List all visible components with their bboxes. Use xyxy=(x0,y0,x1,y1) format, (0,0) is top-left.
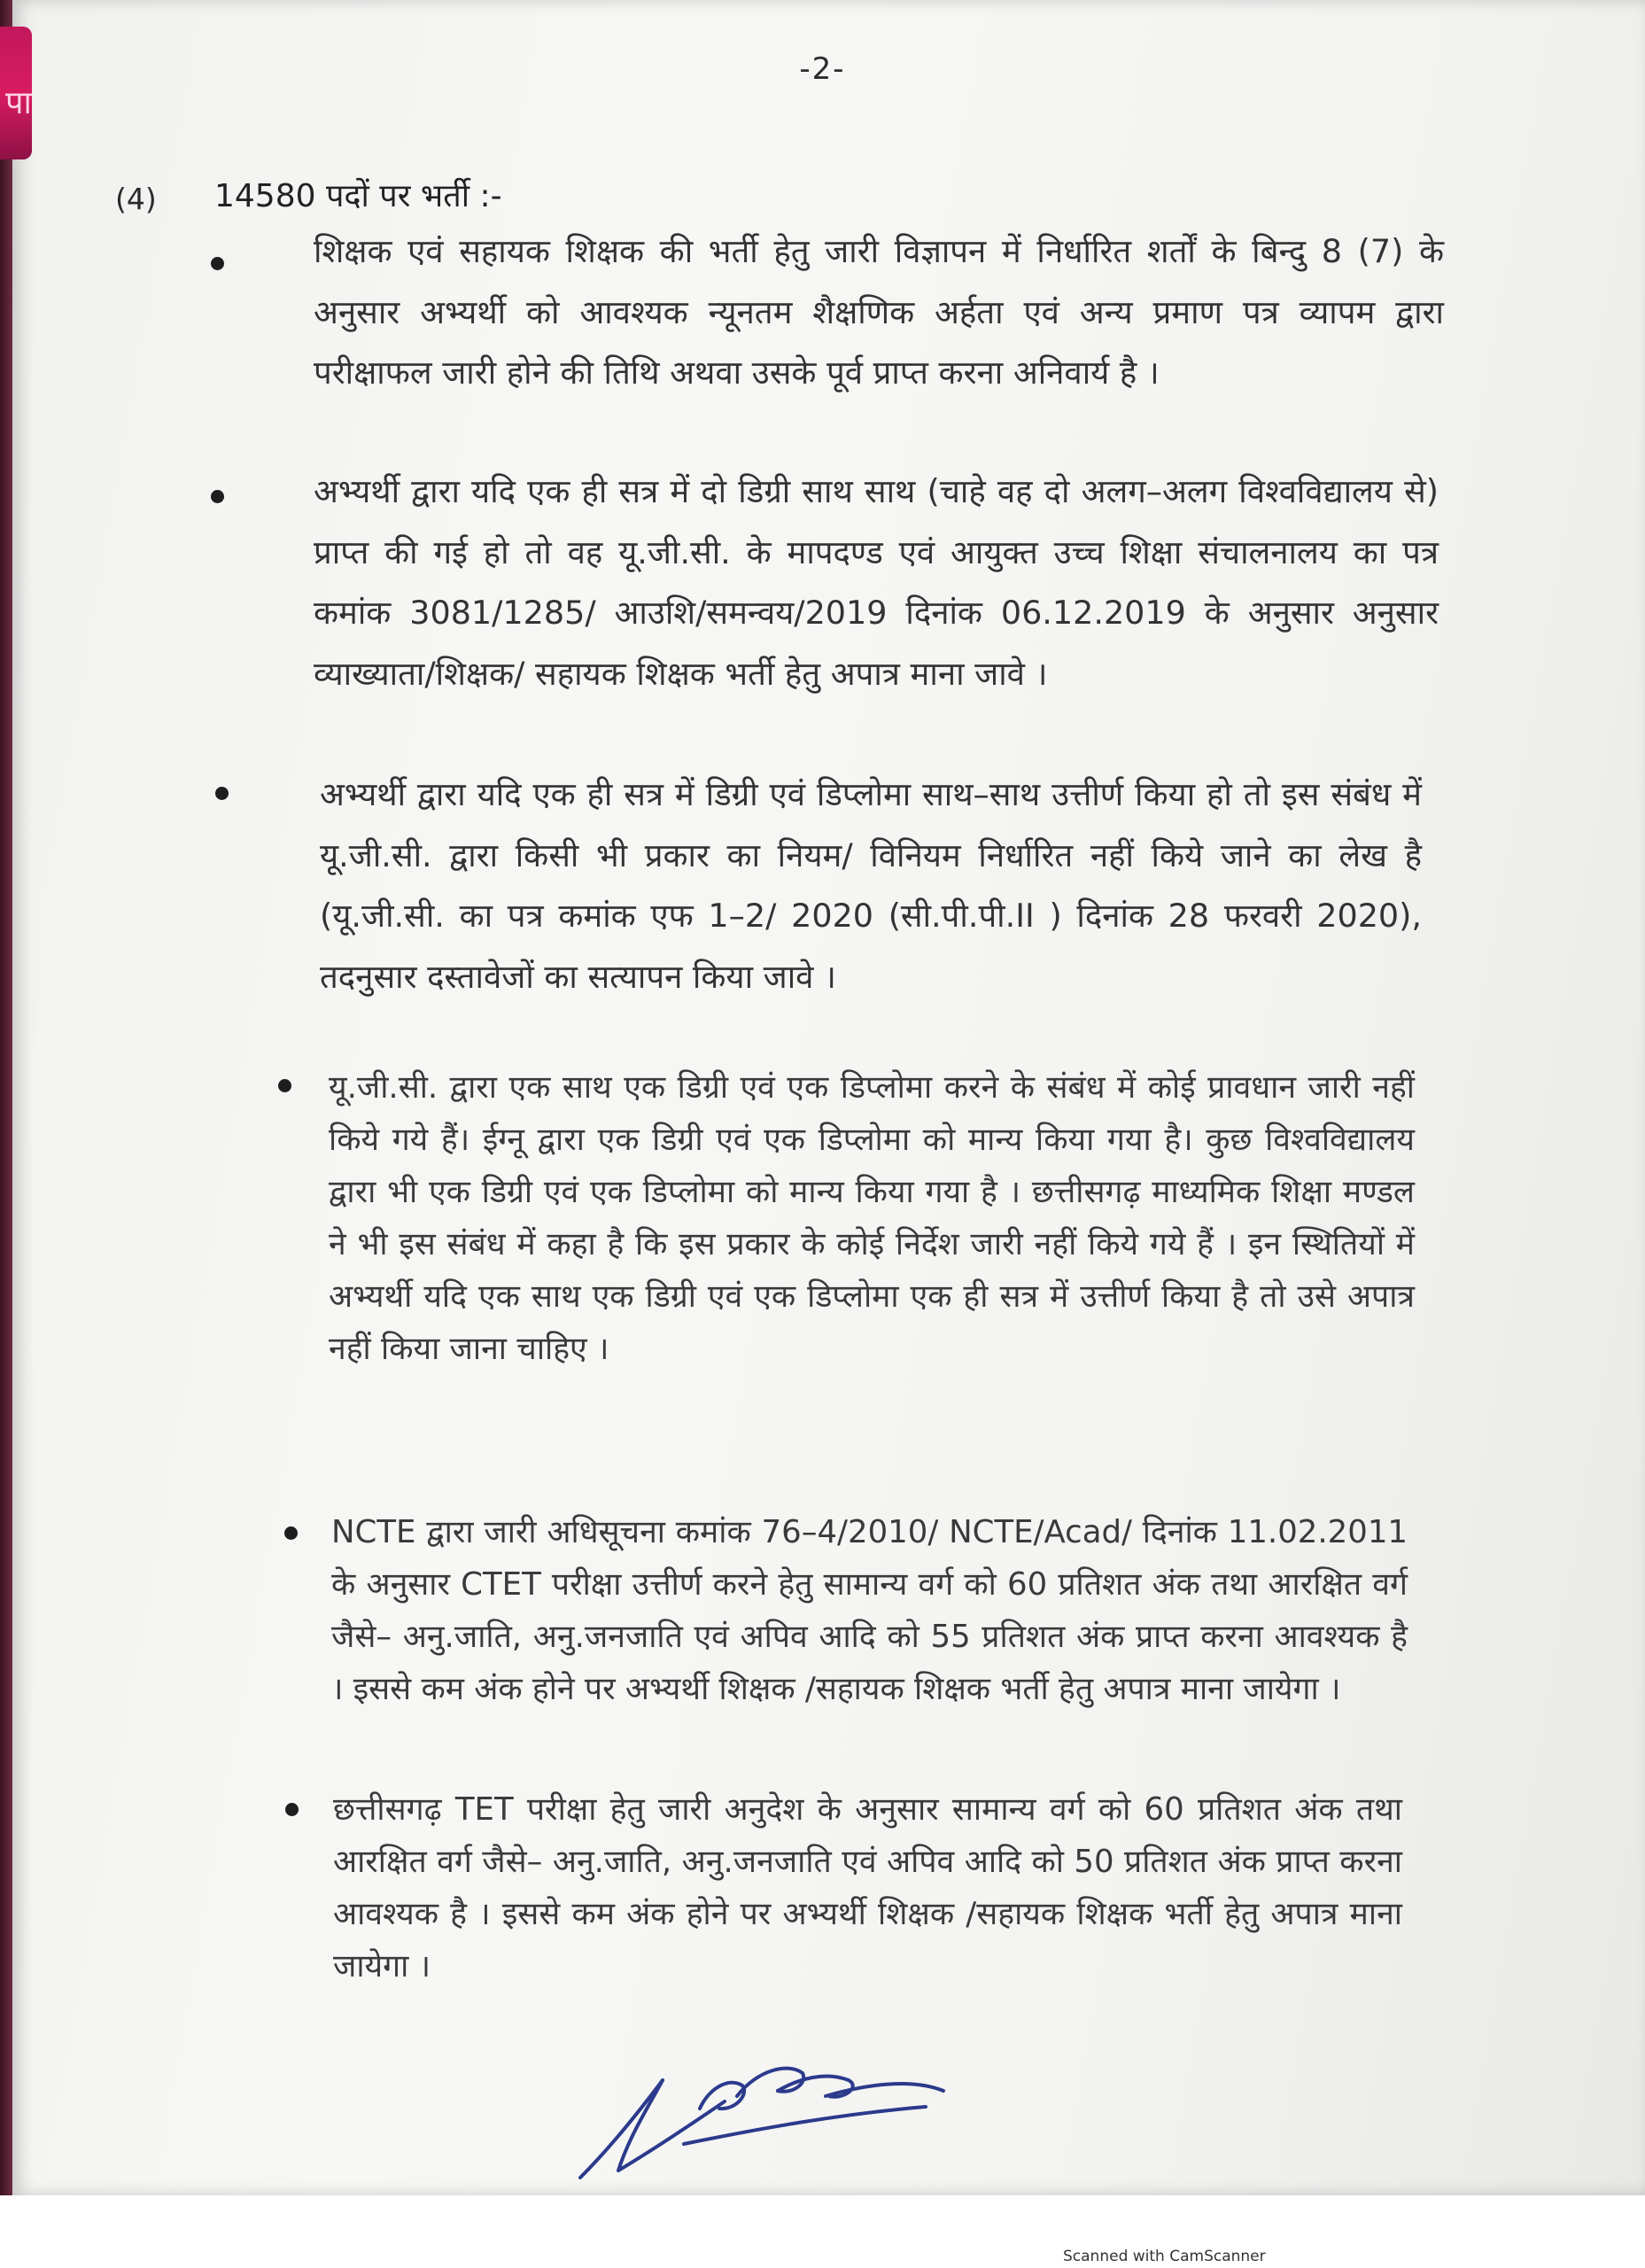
footer-bar xyxy=(0,2195,1645,2268)
bullet-icon xyxy=(215,787,229,800)
bullet-paragraph-5: NCTE द्वारा जारी अधिसूचना कमांक 76–4/2010/ NCTE/Acad/ दिनांक 11.02.2011 के अनुसार CTET परीक्षा उत्तीर्ण करने हेतु सामान्य वर्ग को 60 प्रतिशत अंक तथा आरक्षित वर्ग जैसे– अनु.जाति, अनु.जनजाति एवं अपिव आदि को 55 प्रतिशत अंक प्राप्त करना आवश्यक है । इससे कम अंक होने पर अभ्यर्थी शिक्षक /सहायक शिक्षक भर्ती हेतु अपात्र माना जायेगा । xyxy=(331,1514,1408,1707)
bullet-icon xyxy=(211,490,224,503)
scanner-watermark: Scanned with CamScanner xyxy=(1063,2248,1266,2265)
page-number: -2- xyxy=(799,51,846,87)
binder-tab xyxy=(0,27,32,159)
bullet-paragraph-6: छत्तीसगढ़ TET परीक्षा हेतु जारी अनुदेश के अनुसार सामान्य वर्ग को 60 प्रतिशत अंक तथा आरक्षित वर्ग जैसे– अनु.जाति, अनु.जनजाति एवं अपिव आदि को 50 प्रतिशत अंक प्राप्त करना आवश्यक है । इससे कम अंक होने पर अभ्यर्थी शिक्षक /सहायक शिक्षक भर्ती हेतु अपात्र माना जायेगा । xyxy=(333,1791,1402,1984)
bullet-paragraph-3: अभ्यर्थी द्वारा यदि एक ही सत्र में डिग्री एवं डिप्लोमा साथ–साथ उत्तीर्ण किया हो तो इस संबंध में यू.जी.सी. द्वारा किसी भी प्रकार का नियम/ विनियम निर्धारित नहीं किये जाने का लेख है (यू.जी.सी. का पत्र कमांक एफ 1–2/ 2020 (सी.पी.पी.II ) दिनांक 28 फरवरी 2020), तदनुसार दस्तावेजों का सत्यापन किया जावे । xyxy=(320,775,1422,996)
section-title: 14580 पदों पर भर्ती :- xyxy=(214,178,502,214)
bullet-icon xyxy=(284,1526,298,1540)
bullet-paragraph-2: अभ्यर्थी द्वारा यदि एक ही सत्र में दो डिग्री साथ साथ (चाहे वह दो अलग–अलग विश्वविद्यालय से) प्राप्त की गई हो तो वह यू.जी.सी. के मापदण्ड एवं आयुक्त उच्च शिक्षा संचालनालय का पत्र कमांक 3081/1285/ आउशि/समन्वय/2019 दिनांक 06.12.2019 के अनुसार अनुसार व्याख्याता/शिक्षक/ सहायक शिक्षक भर्ती हेतु अपात्र माना जावे । xyxy=(314,472,1439,693)
bullet-paragraph-1: शिक्षक एवं सहायक शिक्षक की भर्ती हेतु जारी विज्ञापन में निर्धारित शर्तों के बिन्दु 8 (7) के अनुसार अभ्यर्थी को आवश्यक न्यूनतम शैक्षणिक अर्हता एवं अन्य प्रमाण पत्र व्यापम द्वारा परीक्षाफल जारी होने की तिथि अथवा उसके पूर्व प्राप्त करना अनिवार्य है । xyxy=(314,232,1444,392)
bullet-icon xyxy=(211,257,224,270)
bullet-paragraph-4: यू.जी.सी. द्वारा एक साथ एक डिग्री एवं एक डिप्लोमा करने के संबंध में कोई प्रावधान जारी नहीं किये गये हैं। ईग्नू द्वारा एक डिग्री एवं एक डिप्लोमा को मान्य किया गया है। कुछ विश्वविद्यालय द्वारा भी एक डिग्री एवं एक डिप्लोमा को मान्य किया गया है । छत्तीसगढ़ माध्यमिक शिक्षा मण्डल ने भी इस संबंध में कहा है कि इस प्रकार के कोई निर्देश जारी नहीं किये गये हैं । इन स्थितियों में अभ्यर्थी यदि एक साथ एक डिग्री एवं एक डिप्लोमा एक ही सत्र में उत्तीर्ण किया है तो उसे अपात्र नहीं किया जाना चाहिए । xyxy=(329,1069,1415,1367)
section-number: (4) xyxy=(115,182,157,216)
signature xyxy=(567,2038,1028,2188)
bullet-icon xyxy=(278,1079,291,1092)
binder-tab-text: पा xyxy=(5,85,32,121)
bullet-icon xyxy=(285,1803,299,1816)
